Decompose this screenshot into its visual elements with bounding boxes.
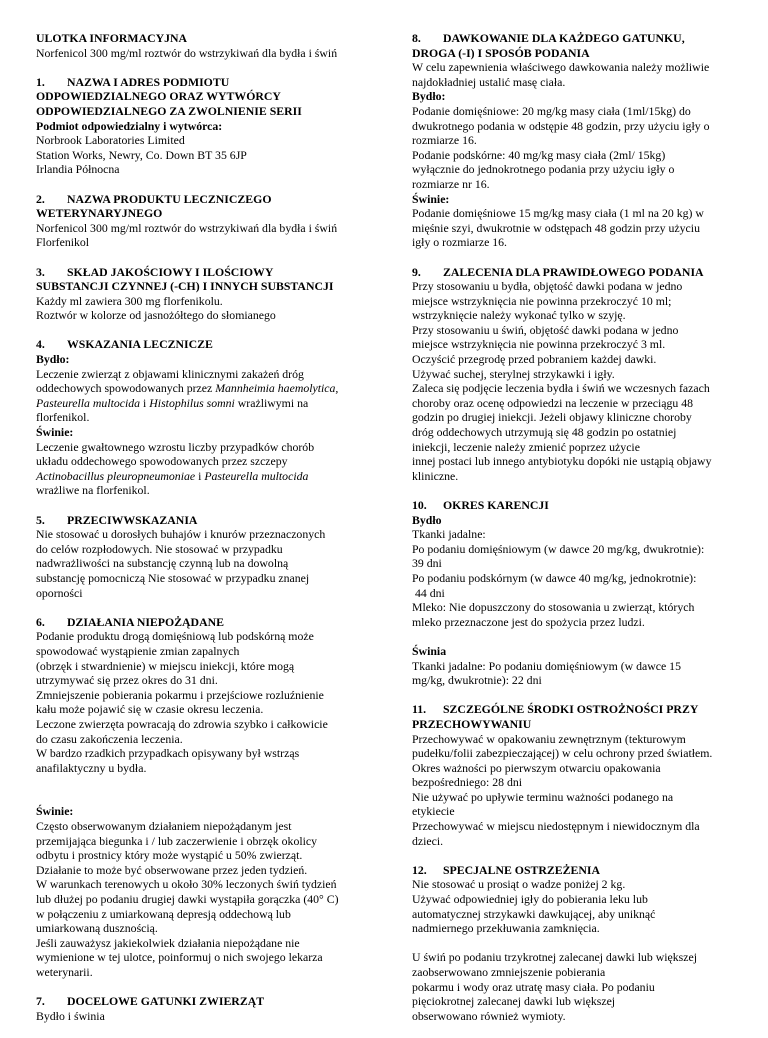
text-line	[36, 396, 382, 411]
text-line: spowodować wystąpienie zmian zapalnych	[36, 643, 240, 658]
leaflet-title: ULOTKA INFORMACYJNA	[36, 31, 188, 45]
text-line: Nie stosować u prosiąt o wadze poniżej 2 kg.	[412, 877, 626, 892]
text-line: Podanie produktu drogą domięśniową lub podskórną może	[36, 629, 314, 644]
species-name: Mannheimia haemolytica,	[215, 381, 339, 396]
text-line: Używać odpowiedniej igły do pobierania leku lub	[412, 892, 648, 907]
section-number: 1.	[36, 74, 45, 89]
subheading: Podmiot odpowiedzialny i wytwórca:	[36, 118, 223, 133]
text-line: Mleko: Nie dopuszczony do stosowania u zwierząt, których	[412, 600, 695, 615]
section-4-heading	[36, 337, 382, 352]
text-line: w połączeniu z umiarkowaną depresją oddechową lub	[36, 906, 291, 921]
text-line: miejsce wstrzyknięcia nie powinna przekroczyć 3 ml.	[412, 337, 666, 352]
text-line: Przechowywać w miejscu niedostępnym i niewidocznym dla	[412, 819, 700, 834]
text-line: nadwrażliwości na substancję czynną lub na dowolną	[36, 556, 289, 571]
section-heading-text: SZCZEGÓLNE ŚRODKI OSTROŻNOŚCI PRZY	[443, 702, 699, 717]
text-line: Podanie domięśniowe: 20 mg/kg masy ciała (1ml/15kg) do	[412, 103, 691, 118]
section-3-heading	[36, 265, 382, 280]
text-line: Używać suchej, sterylnej strzykawki i igły.	[412, 366, 615, 381]
spacer	[412, 629, 758, 644]
section-heading-text: SKŁAD JAKOŚCIOWY I ILOŚCIOWY	[67, 264, 274, 279]
subheading: Świnie:	[412, 191, 450, 206]
section-2-heading	[36, 192, 382, 207]
text-line: do czasu zakończenia leczenia.	[36, 731, 183, 746]
species-name: Histophilus somni	[149, 395, 235, 410]
text-line: mleko przeznaczone jest do spożycia przez ludzi.	[412, 614, 645, 629]
text-line: Leczenie gwałtownego wzrostu liczby przypadków chorób	[36, 439, 315, 454]
text-line: zaobserwowano zmniejszenie pobierania	[412, 965, 606, 979]
text-line: Zaleca się podjęcie leczenia bydła i świń we wczesnych fazach	[412, 381, 710, 396]
text-line: miejsce wstrzyknięcia nie powinna przekroczyć 10 ml;	[412, 293, 672, 308]
section-8-heading	[412, 31, 758, 46]
text-line: Jeśli zauważysz jakiekolwiek działania niepożądane nie	[36, 935, 300, 950]
section-number: 9.	[412, 264, 421, 279]
section-number: 12.	[412, 862, 427, 877]
text-line: Station Works, Newry, Co. Down BT 35 6JP	[36, 147, 247, 162]
text-line: Po podaniu domięśniowym (w dawce 20 mg/kg, dwukrotnie):	[412, 541, 705, 556]
text-line: iniekcji, leczenie należy zmienić poprzez użycie	[412, 439, 640, 454]
section-heading-text: DOCELOWE GATUNKI ZWIERZĄT	[67, 994, 265, 1009]
text-line	[36, 469, 382, 484]
section-2	[36, 192, 382, 250]
text-line: Przy stosowaniu u świń, objętość dawki podana w jedno	[412, 322, 679, 337]
section-12-heading	[412, 863, 758, 878]
text-line: Przy stosowaniu u bydła, objętość dawki podana w jedno	[412, 279, 683, 294]
text-line: wymienione w tej ulotce, poinformuj o nich swojego lekarza	[36, 950, 323, 965]
text-line: W warunkach terenowych u około 30% leczonych świń tydzień	[36, 877, 337, 892]
text-line: W celu zapewnienia właściwego dawkowania należy możliwie	[412, 60, 710, 75]
text-line: Tkanki jadalne:	[412, 527, 486, 542]
text-line: etykiecie	[412, 804, 455, 819]
section-heading-line: SUBSTANCJI CZYNNEJ (-CH) I INNYCH SUBSTANCJI	[36, 279, 334, 294]
text-line: rozmiarze 16.	[412, 133, 477, 148]
text-line: godzin po drugiej iniekcji. Jeżeli objawy kliniczne choroby	[412, 410, 692, 425]
text-line: do celów rozpłodowych. Nie stosować w przypadku	[36, 541, 283, 556]
text-run: i	[140, 395, 150, 410]
text-line: przemijająca biegunka i / lub zaczerwienie i obrzęk okolicy	[36, 833, 318, 848]
text-line: Podanie podskórne: 40 mg/kg masy ciała (2ml/ 15kg)	[412, 147, 666, 162]
text-line: 44 dni	[412, 585, 445, 600]
text-line: Tkanki jadalne: Po podaniu domięśniowym (w dawce 15	[412, 658, 681, 673]
text-line: Po podaniu podskórnym (w dawce 40 mg/kg, jednokrotnie):	[412, 570, 697, 585]
section-7-heading	[36, 994, 382, 1009]
text-line: substancję pomocniczą Nie stosować w przypadku znanej	[36, 570, 310, 585]
section-12	[412, 863, 758, 1024]
text-line: pokarmu i wody oraz utratę masy ciała. Po podaniu	[412, 979, 655, 994]
text-line: Nie stosować u dorosłych buhajów i knurów przeznaczonych	[36, 527, 326, 542]
text-line: umiarkowaną dusznością.	[36, 921, 158, 936]
text-line: nadmiernego przekłuwania zamknięcia.	[412, 921, 600, 936]
text-line: wstrzyknięcie należy wykonać tylko w szyję.	[412, 308, 626, 323]
section-6-heading	[36, 615, 382, 630]
subheading: Świnie:	[36, 804, 74, 819]
text-line: Bydło i świnia	[36, 1008, 105, 1023]
subheading: Świnie:	[36, 425, 74, 440]
leaflet-subtitle: Norfenicol 300 mg/ml roztwór do wstrzykiwań dla bydła i świń	[36, 45, 338, 60]
spacer	[412, 936, 758, 951]
text-line: obserwowano również wymioty.	[412, 1008, 566, 1023]
section-heading-text: DZIAŁANIA NIEPOŻĄDANE	[67, 614, 224, 629]
section-5	[36, 513, 382, 601]
subheading: Świnia	[412, 643, 447, 658]
subheading: Bydło:	[412, 89, 446, 104]
text-line: U świń po podaniu trzykrotnej zalecanej dawki lub większej	[412, 950, 698, 965]
text-line: anafilaktyczny u bydła.	[36, 760, 147, 775]
section-10	[412, 498, 758, 688]
section-4	[36, 337, 382, 498]
section-number: 6.	[36, 614, 45, 629]
text-run: oddechowych spowodowanych przez	[36, 381, 216, 396]
text-line: pięciokrotnej zalecanej dawki lub większej	[412, 994, 616, 1009]
section-number: 10.	[412, 498, 427, 512]
text-line: weterynarii.	[36, 965, 93, 979]
text-line: odbytu i prostnicy który może wystąpić u 50% zwierząt.	[36, 848, 303, 863]
right-column	[412, 31, 758, 1038]
text-line: Oczyścić przegrodę przed pobraniem każdej dawki.	[412, 352, 657, 367]
text-line: (obrzęk i stwardnienie) w miejscu iniekcji, które mogą	[36, 658, 295, 673]
text-line: najdokładniej ustalić masę ciała.	[412, 74, 566, 89]
section-number: 11.	[412, 702, 427, 717]
species-name: Actinobacillus pleuropneumoniae	[36, 468, 196, 483]
section-heading-line: DROGA (-I) I SPOSÓB PODANIA	[412, 45, 590, 60]
text-line: Norbrook Laboratories Limited	[36, 133, 185, 148]
section-heading-text: WSKAZANIA LECZNICZE	[67, 337, 213, 352]
text-line: automatycznej strzykawki dawkującej, aby uniknąć	[412, 906, 656, 921]
header-section	[36, 31, 382, 60]
section-heading-line: PRZECHOWYWANIU	[412, 716, 532, 731]
text-line: Nie używać po upływie terminu ważności podanego na	[412, 789, 674, 804]
spacer	[36, 790, 382, 805]
text-line: kału może pojawić się w czasie okresu leczenia.	[36, 702, 264, 717]
section-5-heading	[36, 513, 382, 528]
text-line: Przechowywać w opakowaniu zewnętrznym (tekturowym	[412, 731, 686, 746]
text-line: Leczenie zwierząt z objawami klinicznymi zakażeń dróg	[36, 366, 304, 381]
text-line: innej postaci lub innego antybiotyku dopóki nie ustąpią objawy	[412, 454, 712, 469]
section-number: 4.	[36, 337, 45, 352]
text-line: bezpośredniego: 28 dni	[412, 775, 523, 790]
text-line: lub dłużej po podaniu drugiej dawki wystąpiła gorączka (40° C)	[36, 892, 339, 907]
text-line: kliniczne.	[412, 468, 459, 483]
text-line: Zmniejszenie pobierania pokarmu i przejściowe rozluźnienie	[36, 687, 324, 702]
text-line: Każdy ml zawiera 300 mg florfenikolu.	[36, 293, 223, 308]
text-line: choroby oraz ocenę odpowiedzi na leczenie w przeciągu 48	[412, 395, 694, 410]
text-line	[36, 381, 382, 396]
section-10-heading	[412, 498, 758, 513]
text-line: Florfenikol	[36, 235, 90, 250]
section-3	[36, 265, 382, 323]
section-8	[412, 31, 758, 250]
text-line: rozmiarze nr 16.	[412, 176, 490, 191]
section-heading-text: NAZWA I ADRES PODMIOTU	[67, 74, 230, 89]
text-line: mg/kg, dwukrotnie): 22 dni	[412, 673, 542, 688]
section-9	[412, 265, 758, 484]
text-line: oporności	[36, 585, 83, 600]
text-line: Okres ważności po pierwszym otwarciu opakowania	[412, 760, 661, 775]
section-heading-line: ODPOWIEDZIALNEGO ORAZ WYTWÓRCY	[36, 89, 281, 104]
section-11	[412, 702, 758, 848]
text-line: Podanie domięśniowe 15 mg/kg masy ciała (1 ml na 20 kg) w	[412, 206, 704, 221]
section-heading-text: SPECJALNE OSTRZEŻENIA	[443, 862, 601, 877]
text-line: Irlandia Północna	[36, 162, 120, 177]
text-line: mięśnie szyi, dwukrotnie w odstępach 48 godzin przy użyciu	[412, 220, 700, 235]
species-name: Pasteurella multocida	[204, 468, 309, 483]
section-7	[36, 994, 382, 1023]
text-line: igły o rozmiarze 16.	[412, 235, 507, 250]
text-line: Działanie to może być obserwowane przez jeden tydzień.	[36, 862, 308, 877]
section-heading-text: DAWKOWANIE DLA KAŻDEGO GATUNKU,	[443, 31, 685, 45]
section-heading-text: OKRES KARENCJI	[443, 498, 549, 512]
section-number: 8.	[412, 31, 421, 45]
section-number: 2.	[36, 191, 45, 206]
section-heading-text: ZALECENIA DLA PRAWIDŁOWEGO PODANIA	[443, 264, 704, 279]
text-line: Norfenicol 300 mg/ml roztwór do wstrzykiwań dla bydła i świń	[36, 220, 338, 235]
subheading: Bydło:	[36, 352, 70, 367]
text-line: Często obserwowanym działaniem niepożądanym jest	[36, 819, 292, 834]
spacer	[36, 775, 382, 790]
text-line: florfenikol.	[36, 410, 90, 425]
text-line: Leczone zwierzęta powracają do zdrowia szybko i całkowicie	[36, 716, 328, 731]
left-column	[36, 31, 382, 1038]
text-line: dróg oddechowych utrzymują się 48 godzin po ostatniej	[412, 425, 677, 440]
text-line: W bardzo rzadkich przypadkach opisywany był wstrząs	[36, 746, 300, 761]
section-number: 7.	[36, 994, 45, 1009]
text-line: pudełku/folii zabezpieczającej) w celu ochrony przed światłem.	[412, 746, 713, 761]
text-line: układu oddechowego spowodowanych przez szczepy	[36, 454, 288, 469]
text-run: wrażliwymi na	[234, 395, 309, 410]
section-11-heading	[412, 702, 758, 717]
section-heading-line: WETERYNARYJNEGO	[36, 206, 163, 221]
text-line: 39 dni	[412, 556, 442, 571]
text-line: wyłącznie do jednokrotnego podania przy użyciu igły o	[412, 162, 675, 177]
section-number: 3.	[36, 264, 45, 279]
text-line: wrażliwe na florfenikol.	[36, 483, 150, 498]
section-1	[36, 75, 382, 177]
section-6	[36, 615, 382, 980]
text-line: Roztwór w kolorze od jasnożółtego do słomianego	[36, 308, 276, 323]
subheading: Bydło	[412, 512, 442, 527]
text-run: i	[195, 468, 205, 483]
section-heading-text: PRZECIWWSKAZANIA	[67, 512, 198, 527]
section-heading-line: ODPOWIEDZIALNEGO ZA ZWOLNIENIE SERII	[36, 103, 302, 118]
text-line: dwukrotnego podania w odstępie 48 godzin, przy użyciu igły o	[412, 118, 710, 133]
section-heading-text: NAZWA PRODUKTU LECZNICZEGO	[67, 191, 272, 206]
section-number: 5.	[36, 512, 45, 527]
section-1-heading	[36, 75, 382, 90]
text-line: utrzymywać się przez okres do 31 dni.	[36, 673, 218, 688]
section-9-heading	[412, 265, 758, 280]
text-line: dzieci.	[412, 833, 444, 848]
species-name: Pasteurella multocida	[36, 395, 141, 410]
